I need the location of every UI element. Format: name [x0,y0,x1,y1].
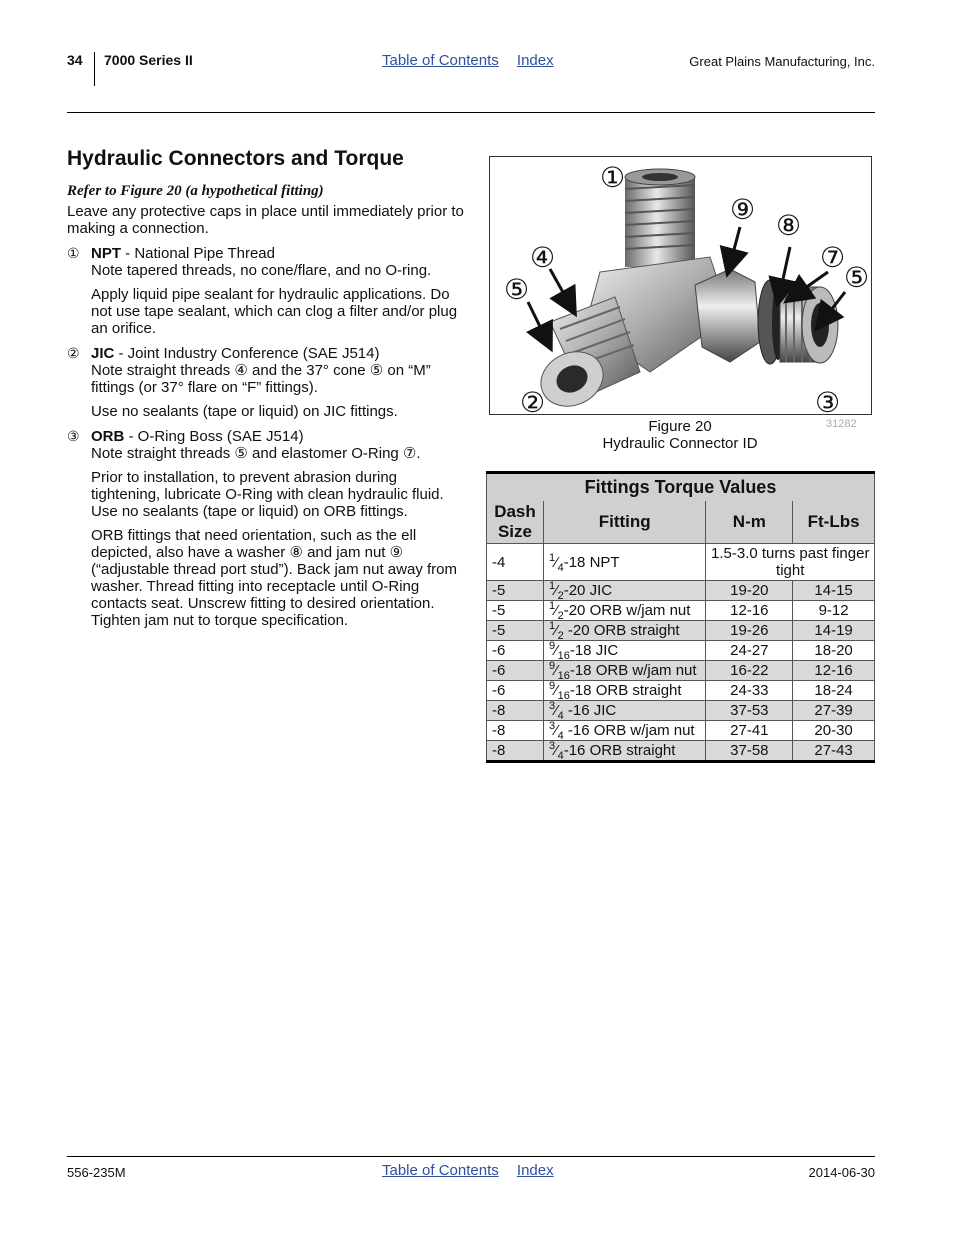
fitting-spec: -20 ORB w/jam nut [563,602,691,619]
footer-rule [67,1156,875,1157]
item-term: ORB [91,428,125,445]
hydraulic-fitting-illustration [490,157,871,414]
cell-nm: 19-26 [706,621,793,641]
fitting-spec: -18 JIC [569,642,619,659]
header-divider [94,52,95,86]
cell-dash-size: -8 [487,701,544,721]
table-row [487,544,875,581]
item-heading [91,245,467,262]
item-term: JIC [91,345,115,362]
figure-caption-title: Hydraulic Connector ID [602,435,758,452]
cell-ftlbs: 27-39 [793,701,875,721]
item-desc: - O-Ring Boss (SAE J514) [124,428,304,445]
item-desc: - Joint Industry Conference (SAE J514) [114,345,380,362]
body-text [67,183,467,629]
cell-dash-size: -5 [487,621,544,641]
header-nav [382,52,568,69]
page-header [67,52,875,88]
table-row [487,621,875,641]
cell-fitting: $^9⁄_{16}-18$ JIC [543,641,706,661]
fraction-numerator: 3 [548,740,556,752]
item-paragraph: Prior to installation, to prevent abrasion during tightening, lubricate O-Ring with clean hydraulic fluid. Use no sealants (tape or liquid) on ORB fittings. [91,469,444,520]
fraction-denominator: 4 [557,750,564,762]
jam-nut [695,269,760,362]
fitting-spec: -20 ORB straight [563,622,680,639]
cell-fitting: $^9⁄_{16}-18$ ORB w/jam nut [543,661,706,681]
table-row [487,641,875,661]
section-title: Hydraulic Connectors and Torque [67,147,404,170]
cell-fitting: $^3⁄_4$ -16 JIC [543,701,706,721]
fraction-denominator: 4 [557,561,564,574]
fraction-denominator: 2 [557,610,564,622]
item-heading [91,428,467,445]
item-paragraph: Use no sealants (tape or liquid) on JIC fittings. [91,403,398,420]
cell-fitting: $^3⁄_4-16$ ORB straight [543,741,706,762]
torque-table [486,471,875,763]
fitting-spec: -18 ORB straight [569,682,682,699]
footer-toc-link[interactable]: Table of Contents [382,1162,499,1179]
fraction-denominator: 16 [557,690,570,702]
cell-nm: 19-20 [706,581,793,601]
col-dash-size: Dash Size [487,501,544,544]
fitting-spec: -16 ORB w/jam nut [563,722,695,739]
fitting-spec: -16 ORB straight [563,742,676,759]
fraction-numerator: 9 [548,660,556,672]
fraction-numerator: 1 [548,600,556,612]
table-row [487,741,875,762]
col-nm: N-m [706,501,793,544]
cell-nm: 37-58 [706,741,793,762]
cell-dash-size: -5 [487,581,544,601]
table-row [487,661,875,681]
cell-ftlbs: 9-12 [793,601,875,621]
fraction-denominator: 4 [557,730,564,742]
connector-item [67,345,467,420]
cell-dash-size: -6 [487,641,544,661]
fitting-spec: -18 NPT [563,553,620,571]
callout-1: ① [600,161,626,194]
cell-ftlbs: 27-43 [793,741,875,762]
item-paragraph: Apply liquid pipe sealant for hydraulic applications. Do not use tape sealant, which can clog a filter and/or plug an orifice. [91,286,458,337]
item-note: Note straight threads ⑤ and elastomer O-Ring ⑦. [91,445,421,462]
connector-item [67,245,467,337]
cell-dash-size: -6 [487,681,544,701]
fraction-denominator: 4 [557,710,564,722]
header-rule [67,112,875,113]
cell-dash-size: -8 [487,741,544,762]
cell-ftlbs: 18-20 [793,641,875,661]
cell-fitting: $^1⁄_2$ -20 ORB straight [543,621,706,641]
fraction-numerator: 1 [548,551,556,564]
cell-fitting: $^1⁄_2-20$ JIC [543,581,706,601]
fraction-numerator: 1 [548,580,556,592]
cell-nm: 27-41 [706,721,793,741]
cell-dash-size: -4 [487,544,544,581]
document-code: 556-235M [67,1165,126,1180]
figure-reference: Refer to Figure 20 (a hypothetical fitting) [67,183,324,199]
item-number: ① [67,245,80,261]
cell-fitting: $^1⁄_4-18$ NPT [543,544,706,581]
cell-torque-note: 1.5-3.0 turns past finger tight [706,544,875,581]
item-number: ② [67,345,80,361]
torque-table-body [487,544,875,762]
page-number: 34 [67,52,83,68]
fraction-denominator: 2 [557,630,564,642]
item-paragraph: ORB fittings that need orientation, such as the ell depicted, also have a washer ⑧ and jam nut ⑨ (“adjustable thread port stud”). Back jam nut away from washer. Thread fitting into receptacle until O-Ring contacts seat. Unscrew fitting to desired orientation. Tighten jam nut to torque specification. [91,527,457,629]
item-number: ③ [67,428,80,444]
callout-3: ③ [815,386,841,414]
fraction-numerator: 3 [548,720,556,732]
footer-index-link[interactable]: Index [516,1162,554,1179]
cell-fitting: $^9⁄_{16}-18$ ORB straight [543,681,706,701]
cell-fitting: $^1⁄_2-20$ ORB w/jam nut [543,601,706,621]
callout-9: ⑨ [730,193,756,226]
table-title: Fittings Torque Values [487,473,875,502]
figure-caption-number: Figure 20 [648,418,712,435]
series-title: 7000 Series II [104,52,193,68]
fraction-numerator: 9 [548,680,556,692]
cell-ftlbs: 14-19 [793,621,875,641]
cell-ftlbs: 14-15 [793,581,875,601]
document-date: 2014-06-30 [808,1165,875,1180]
fraction-numerator: 1 [548,620,556,632]
callout-7: ⑦ [820,241,846,274]
fraction-denominator: 16 [557,670,570,682]
footer-nav [382,1162,568,1179]
col-ftlbs: Ft-Lbs [793,501,875,544]
toc-link[interactable]: Table of Contents [382,52,499,69]
fraction-numerator: 3 [548,700,556,712]
cell-nm: 24-33 [706,681,793,701]
fitting-spec: -18 ORB w/jam nut [569,662,697,679]
figure-caption [580,418,780,452]
cell-nm: 12-16 [706,601,793,621]
callout-8: ⑧ [776,209,802,242]
fitting-spec: -20 JIC [563,582,613,599]
table-row [487,721,875,741]
index-link[interactable]: Index [516,52,554,69]
company-name: Great Plains Manufacturing, Inc. [689,54,875,69]
item-note: Note straight threads ④ and the 37° cone ⑤ on “M” fittings (or 37° flare on “F” fittings). [91,362,431,396]
fraction-denominator: 2 [557,590,564,602]
cell-nm: 16-22 [706,661,793,681]
cell-nm: 24-27 [706,641,793,661]
callout-2: ② [520,386,546,414]
table-row [487,601,875,621]
item-desc: - National Pipe Thread [121,245,275,262]
cell-ftlbs: 12-16 [793,661,875,681]
fitting-spec: -16 JIC [563,702,617,719]
item-note: Note tapered threads, no cone/flare, and no O-ring. [91,262,432,279]
cell-ftlbs: 18-24 [793,681,875,701]
callout-5-right: ⑤ [844,261,870,294]
hydraulic-fitting-figure [489,156,872,415]
fraction-denominator: 16 [557,650,570,662]
cell-dash-size: -5 [487,601,544,621]
table-row [487,581,875,601]
intro-text: Leave any protective caps in place until immediately prior to making a connection. [67,203,464,237]
cell-nm: 37-53 [706,701,793,721]
table-row [487,701,875,721]
connector-item [67,428,467,629]
callout-4: ④ [530,241,556,274]
item-heading [91,345,467,362]
connector-list [67,245,467,629]
figure-id-number: 31282 [826,418,857,430]
col-fitting: Fitting [543,501,706,544]
callout-5-left: ⑤ [504,273,530,306]
fraction-numerator: 9 [548,640,556,652]
cell-ftlbs: 20-30 [793,721,875,741]
cell-dash-size: -8 [487,721,544,741]
table-row [487,681,875,701]
cell-dash-size: -6 [487,661,544,681]
cell-fitting: $^3⁄_4$ -16 ORB w/jam nut [543,721,706,741]
item-term: NPT [91,245,121,262]
